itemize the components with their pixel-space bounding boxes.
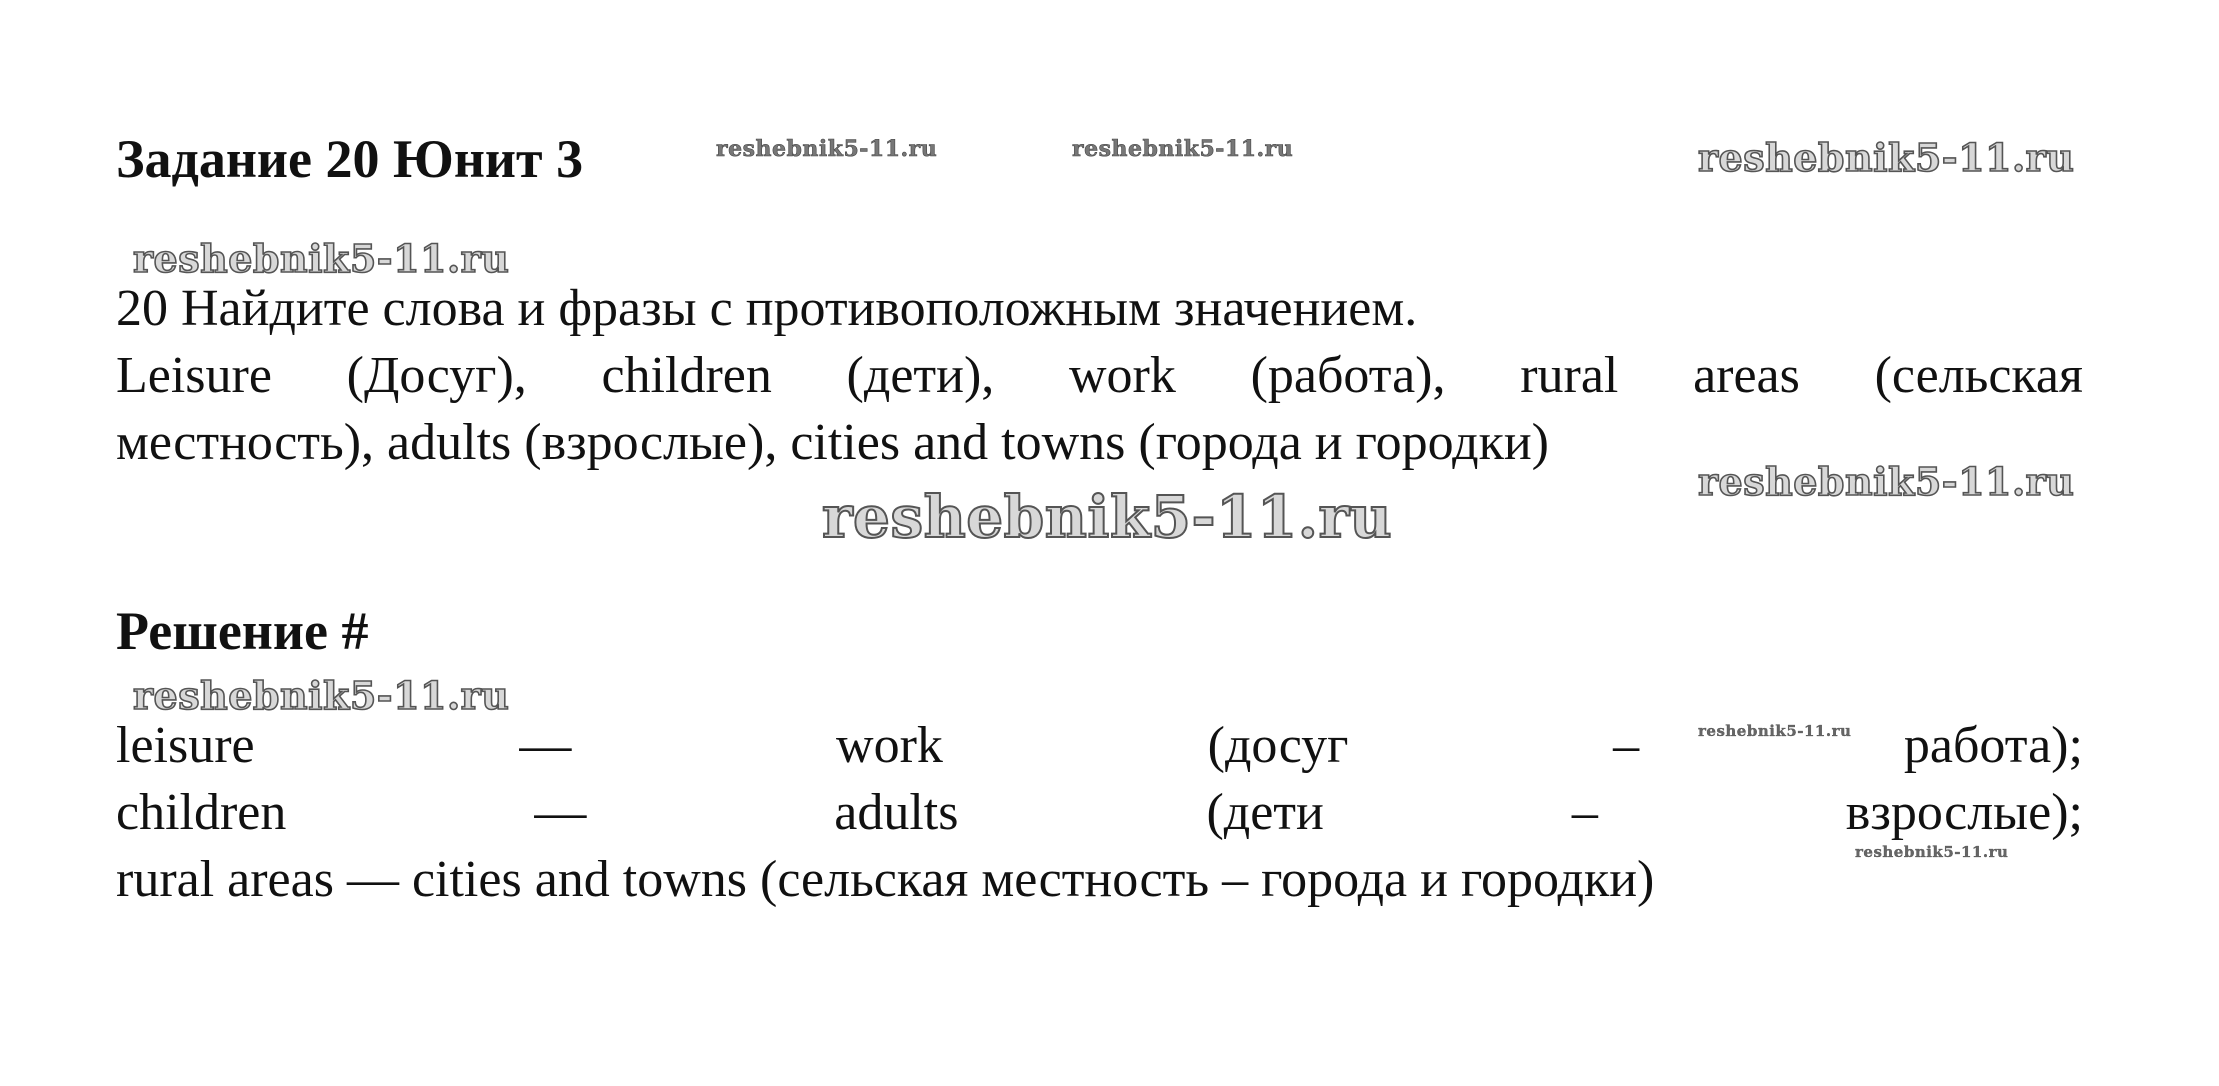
word: rural [1520,347,1619,404]
watermark: reshebnik5-11.ru [716,136,938,162]
watermark: reshebnik5-11.ru [822,483,1393,551]
watermark: reshebnik5-11.ru [1072,136,1294,162]
word: areas [1693,347,1800,404]
word: children [601,347,772,404]
word: (дети [1206,784,1324,841]
word: (сельская [1874,347,2083,404]
word: leisure [116,717,255,774]
answer-line-2 [116,779,2083,846]
word: – [1571,784,1598,841]
word: adults [834,784,959,841]
word: взрослые); [1845,784,2083,841]
word: children [116,784,287,841]
watermark: reshebnik5-11.ru [1698,722,1852,740]
word: (досуг [1207,717,1349,774]
watermark: reshebnik5-11.ru [1698,135,2075,180]
task-instruction [116,275,2083,476]
watermark: reshebnik5-11.ru [1698,459,2075,504]
answer-line-1 [116,712,2083,779]
task-words-line-2: местность), adults (взрослые), cities and towns (города и городки) [116,414,1549,471]
task-words-line-1 [116,342,2083,409]
word: – [1613,717,1640,774]
solution-title: Решение # [116,601,369,661]
watermark: reshebnik5-11.ru [1855,843,2009,861]
word: (работа), [1250,347,1446,404]
word: work [836,717,943,774]
word: Leisure [116,347,272,404]
watermark: reshebnik5-11.ru [133,673,510,718]
word: работа); [1903,717,2083,774]
solution-answer [116,712,2083,913]
word: — [519,717,572,774]
word: (Досуг), [346,347,527,404]
answer-line-3: rural areas — cities and towns (сельская местность – города и городки) [116,851,1655,908]
page-title: Задание 20 Юнит 3 [116,129,584,189]
word: — [534,784,587,841]
watermark: reshebnik5-11.ru [133,236,510,281]
word: work [1068,347,1176,404]
task-prompt: 20 Найдите слова и фразы с противоположным значением. [116,280,1418,337]
word: (дети), [846,347,995,404]
